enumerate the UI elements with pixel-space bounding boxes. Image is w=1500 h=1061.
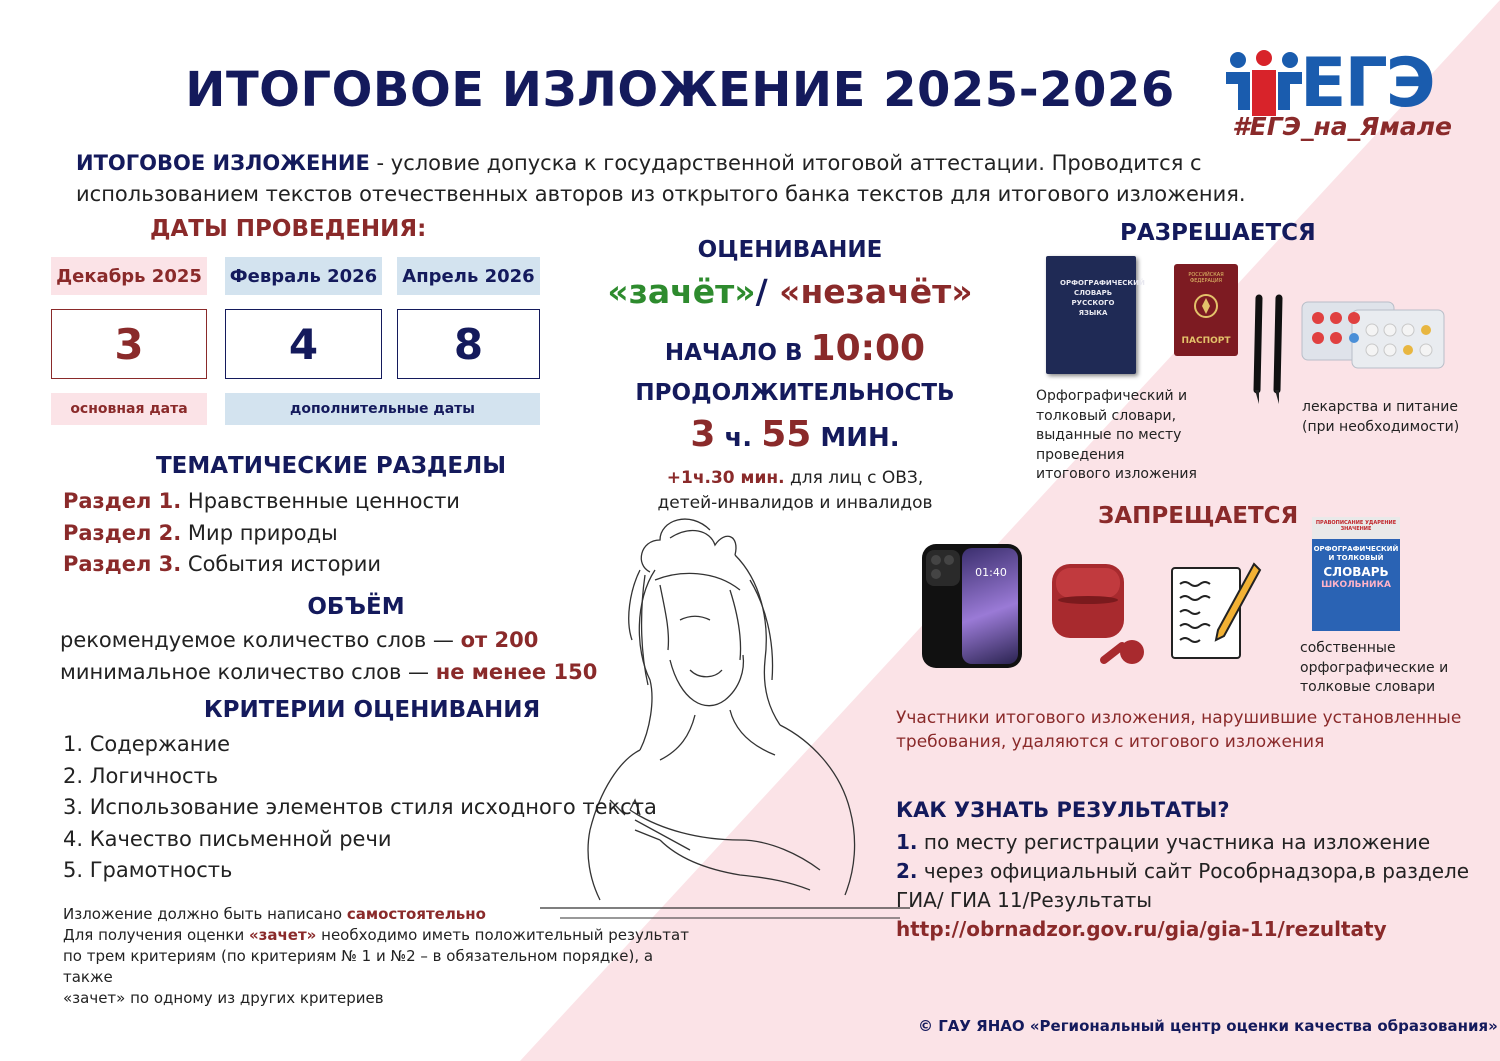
criteria-item: 3. Использование элементов стиля исходного текста (63, 795, 657, 819)
section-item: Раздел 2. Мир природы (63, 520, 338, 545)
volume-heading: ОБЪЁМ (307, 594, 405, 620)
note-line: «зачет» по одному из других критериев (63, 989, 384, 1007)
sections-list (63, 486, 583, 581)
results-heading: КАК УЗНАТЬ РЕЗУЛЬТАТЫ? (896, 798, 1230, 822)
own-dictionary-caption: собственные орфографические и толковые словари (1300, 640, 1449, 695)
date-day-1: 4 (225, 309, 382, 379)
date-month-2: Апрель 2026 (397, 257, 540, 295)
volume-recommended: рекомендуемое количество слов — от 200 (60, 628, 539, 652)
grade-pass: «зачёт» (607, 272, 756, 311)
criteria-item: 2. Логичность (63, 763, 219, 788)
results-url-link[interactable]: http://obrnadzor.gov.ru/gia/gia-11/rezultaty (896, 917, 1387, 941)
ege-logo (1222, 40, 1452, 150)
forbidden-heading: ЗАПРЕЩАЕТСЯ (1098, 503, 1299, 529)
passport-image: РОССИЙСКАЯ ФЕДЕРАЦИЯ ПАСПОРТ (1174, 264, 1238, 356)
notes-pencil-image (1168, 560, 1264, 664)
section-item: Раздел 1. Нравственные ценности (63, 489, 460, 513)
volume-minimum: минимальное количество слов — не менее 150 (60, 659, 598, 684)
grade-fail: «незачёт» (779, 272, 973, 311)
removal-warning: Участники итогового изложения, нарушившие установленные требования, удаляются с итогового изложения (896, 708, 1462, 752)
duration-label: ПРОДОЛЖИТЕЛЬНОСТЬ (635, 380, 955, 406)
footer-copyright: © ГАУ ЯНАО «Региональный центр оценки качества образования» (918, 1017, 1498, 1035)
intro-text: - условие допуска к государственной итоговой аттестации. Проводится с использованием текстов отечественных авторов из открытого банка текстов для итогового изложения. (76, 151, 1246, 206)
extra-dates-note: дополнительные даты (225, 393, 540, 425)
earbuds-image (1046, 560, 1152, 668)
section-item: Раздел 3. События истории (63, 552, 382, 576)
main-date-note: основная дата (51, 393, 207, 425)
intro-term: ИТОГОВОЕ ИЗЛОЖЕНИЕ (76, 151, 370, 175)
results-item-line2: ГИА/ ГИА 11/Результаты (896, 888, 1153, 912)
school-dictionary-book-image: ПРАВОПИСАНИЕ УДАРЕНИЕ ЗНАЧЕНИЕ ОРФОГРАФИЧЕСКИЙ И ТОЛКОВЫЙ СЛОВАРЬ ШКОЛЬНИКА (1312, 517, 1400, 631)
criteria-item: 1. Содержание (63, 732, 231, 756)
notes-block (63, 904, 703, 1009)
medicine-pills-image (1300, 290, 1446, 372)
pens-image (1245, 290, 1291, 408)
date-day-0: 3 (51, 309, 207, 379)
sections-heading: ТЕМАТИЧЕСКИЕ РАЗДЕЛЫ (155, 453, 507, 479)
people-icon (1224, 50, 1304, 120)
note-line: по трем критериям (по критериям № 1 и №2 – в обязательном порядке), а также (63, 947, 654, 986)
hashtag: #ЕГЭ_на_Ямале (1232, 112, 1452, 141)
results-item: 2. через официальный сайт Рособрнадзора,в разделе (896, 859, 1470, 883)
note-line: Для получения оценки «зачет» необходимо иметь положительный результат (63, 926, 689, 944)
emblem-icon (1192, 292, 1220, 320)
dictionary-book-image: ОРФОГРАФИЧЕСКИЙ СЛОВАРЬ РУССКОГО ЯЗЫКА (1046, 256, 1136, 374)
date-day-2: 8 (397, 309, 540, 379)
smartphone-image: 01:40 (922, 544, 1022, 668)
grading-values: «зачёт»/ «незачёт» (607, 272, 973, 311)
criteria-item: 4. Качество письменной речи (63, 826, 392, 851)
dates-heading: ДАТЫ ПРОВЕДЕНИЯ: (150, 216, 427, 242)
page-title: ИТОГОВОЕ ИЗЛОЖЕНИЕ 2025-2026 (185, 62, 1175, 118)
note-line: Изложение должно быть написано самостоятельно (63, 905, 486, 923)
extra-time: +1ч.30 мин. для лиц с ОВЗ, детей-инвалидов и инвалидов (657, 468, 933, 513)
intro-paragraph (76, 148, 1276, 210)
date-month-0: Декабрь 2025 (51, 257, 207, 295)
criteria-item: 5. Грамотность (63, 858, 233, 882)
date-month-1: Февраль 2026 (225, 257, 382, 295)
results-item: 1. по месту регистрации участника на изложение (896, 830, 1431, 854)
logo-text: ЕГЭ (1300, 44, 1434, 123)
grading-heading: ОЦЕНИВАНИЕ (697, 237, 883, 263)
results-list (896, 828, 1486, 944)
duration-value: 3 ч. 55 МИН. (690, 414, 900, 455)
criteria-list (63, 729, 683, 887)
criteria-heading: КРИТЕРИИ ОЦЕНИВАНИЯ (203, 697, 541, 723)
dictionary-caption: Орфографический и толковый словари, выданные по месту проведения итогового изложения (1036, 388, 1197, 482)
allowed-heading: РАЗРЕШАЕТСЯ (1120, 220, 1316, 246)
start-time: НАЧАЛО В 10:00 (664, 328, 926, 369)
medicine-caption: лекарства и питание (при необходимости) (1302, 399, 1460, 435)
